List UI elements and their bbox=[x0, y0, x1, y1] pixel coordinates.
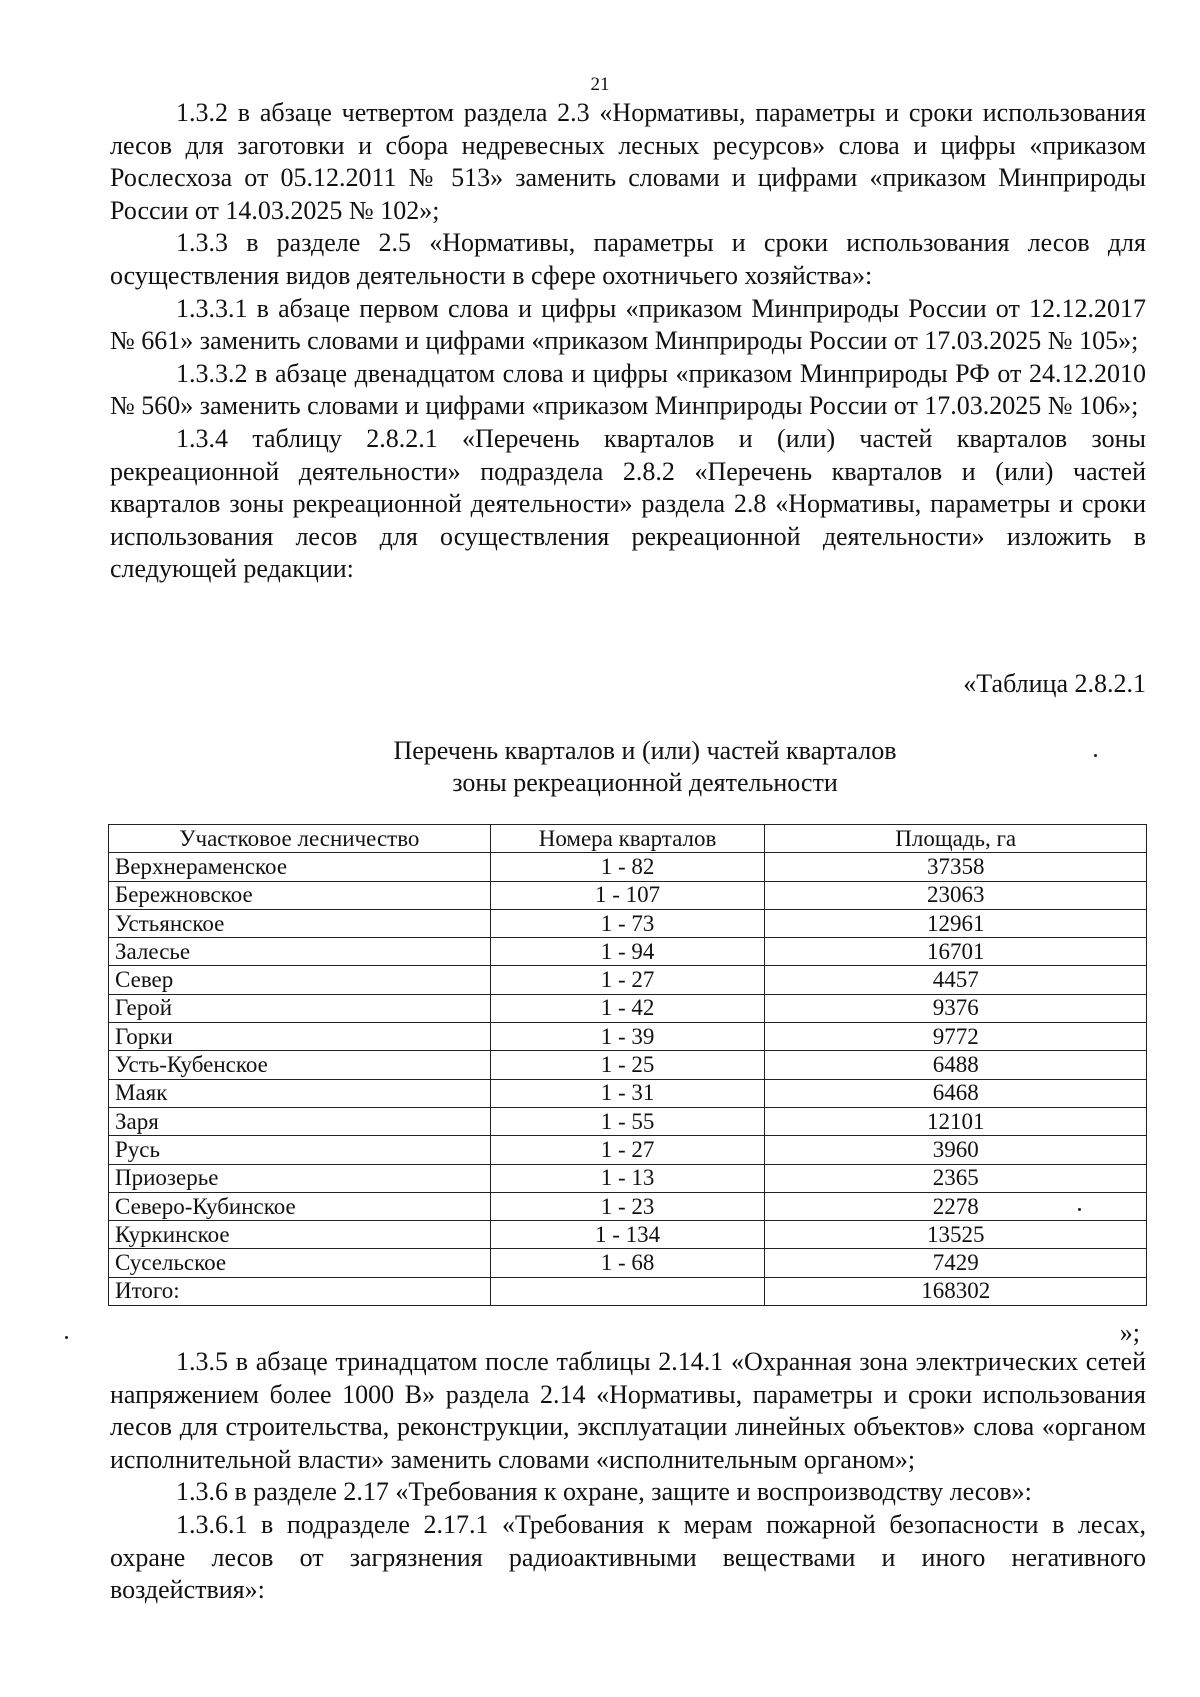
body-text-after-table bbox=[110, 1346, 1146, 1607]
paragraph-1-3-2: 1.3.2 в абзаце четвертом раздела 2.3 «Нормативы, параметры и сроки использования лесов для заготовки и сбора недревесных лесных ресурсов» слова и цифры «приказом Рослесхоза от 05.12.2011 № 513» заменить словами и цифрами «приказом Минприроды России от 14.03.2025 № 102»; bbox=[110, 98, 1146, 225]
table-title bbox=[0, 735, 1200, 799]
table-title-line-1: Перечень кварталов и (или) частей кварталов bbox=[393, 736, 897, 765]
quarters-cell: 1 - 39 bbox=[490, 1023, 765, 1051]
total-area: 168302 bbox=[765, 1277, 1147, 1305]
table-row bbox=[109, 1249, 1147, 1277]
area-cell: 13525 bbox=[765, 1221, 1147, 1249]
table-caption: «Таблица 2.8.2.1 bbox=[963, 669, 1146, 698]
area-cell: 12961 bbox=[765, 909, 1147, 937]
header-district: Участковое лесничество bbox=[109, 825, 491, 853]
table-row bbox=[109, 909, 1147, 937]
quarters-cell: 1 - 68 bbox=[490, 1249, 765, 1277]
area-cell: 6488 bbox=[765, 1051, 1147, 1079]
area-cell: 16701 bbox=[765, 938, 1147, 966]
district-cell: Заря bbox=[109, 1107, 491, 1135]
body-text-before-table bbox=[110, 97, 1146, 586]
area-cell: 12101 bbox=[765, 1107, 1147, 1135]
area-cell: 9376 bbox=[765, 994, 1147, 1022]
area-cell: 23063 bbox=[765, 881, 1147, 909]
table-row bbox=[109, 1023, 1147, 1051]
district-cell: Устьянское bbox=[109, 909, 491, 937]
district-cell: Горки bbox=[109, 1023, 491, 1051]
scan-speck bbox=[1094, 754, 1097, 757]
quarters-cell: 1 - 55 bbox=[490, 1107, 765, 1135]
quarters-cell: 1 - 27 bbox=[490, 966, 765, 994]
quarters-cell: 1 - 27 bbox=[490, 1136, 765, 1164]
area-cell: 37358 bbox=[765, 853, 1147, 881]
district-cell: Бережновское bbox=[109, 881, 491, 909]
quarters-cell: 1 - 23 bbox=[490, 1192, 765, 1220]
table-row bbox=[109, 1221, 1147, 1249]
quarters-cell: 1 - 42 bbox=[490, 994, 765, 1022]
table-close-quote: »; bbox=[1119, 1318, 1140, 1347]
quarters-cell: 1 - 73 bbox=[490, 909, 765, 937]
table-row bbox=[109, 1136, 1147, 1164]
district-cell: Залесье bbox=[109, 938, 491, 966]
table-row bbox=[109, 994, 1147, 1022]
paragraph-1-3-6-1: 1.3.6.1 в подразделе 2.17.1 «Требования к мерам пожарной безопасности в лесах, охране лесов от загрязнения радиоактивными веществами и иного негативного воздействия»: bbox=[110, 1509, 1146, 1605]
table-row bbox=[109, 1192, 1147, 1220]
scan-speck bbox=[1078, 1208, 1081, 1211]
district-cell: Маяк bbox=[109, 1079, 491, 1107]
table-row bbox=[109, 1051, 1147, 1079]
paragraph-1-3-3-1: 1.3.3.1 в абзаце первом слова и цифры «приказом Минприроды России от 12.12.2017 № 661» заменить словами и цифрами «приказом Минприроды России от 17.03.2025 № 105»; bbox=[110, 293, 1146, 356]
district-cell: Север bbox=[109, 966, 491, 994]
quarters-cell: 1 - 82 bbox=[490, 853, 765, 881]
district-cell: Усть-Кубенское bbox=[109, 1051, 491, 1079]
area-cell: 2278 bbox=[765, 1192, 1147, 1220]
header-area: Площадь, га bbox=[765, 825, 1147, 853]
paragraph-1-3-4: 1.3.4 таблицу 2.8.2.1 «Перечень кварталов и (или) частей кварталов зоны рекреационной деятельности» подраздела 2.8.2 «Перечень кварталов и (или) частей кварталов зоны рекреационной деятельности» раздела 2.8 «Нормативы, параметры и сроки использования лесов для осуществления рекреационной деятельности» изложить в следующей редакции: bbox=[110, 423, 1146, 584]
table-row bbox=[109, 1107, 1147, 1135]
area-cell: 2365 bbox=[765, 1164, 1147, 1192]
table-header-row bbox=[109, 825, 1147, 853]
paragraph-1-3-6: 1.3.6 в разделе 2.17 «Требования к охране, защите и воспроизводству лесов»: bbox=[176, 1477, 1032, 1507]
district-cell: Приозерье bbox=[109, 1164, 491, 1192]
paragraph-1-3-3: 1.3.3 в разделе 2.5 «Нормативы, параметры и сроки использования лесов для осуществления видов деятельности в сфере охотничьего хозяйства»: bbox=[110, 228, 1146, 290]
table-row bbox=[109, 966, 1147, 994]
page-number: 21 bbox=[590, 74, 610, 95]
quarters-cell: 1 - 134 bbox=[490, 1221, 765, 1249]
table-row bbox=[109, 1079, 1147, 1107]
district-cell: Герой bbox=[109, 994, 491, 1022]
table-row bbox=[109, 853, 1147, 881]
quarters-cell: 1 - 94 bbox=[490, 938, 765, 966]
forest-districts-table bbox=[108, 824, 1147, 1306]
area-cell: 9772 bbox=[765, 1023, 1147, 1051]
total-quarters bbox=[490, 1277, 765, 1305]
district-cell: Северо-Кубинское bbox=[109, 1192, 491, 1220]
district-cell: Сусельское bbox=[109, 1249, 491, 1277]
quarters-cell: 1 - 107 bbox=[490, 881, 765, 909]
quarters-cell: 1 - 25 bbox=[490, 1051, 765, 1079]
scan-speck bbox=[65, 1336, 68, 1339]
paragraph-1-3-5: 1.3.5 в абзаце тринадцатом после таблицы 2.14.1 «Охранная зона электрических сетей напряжением более 1000 В» раздела 2.14 «Нормативы, параметры и сроки использования лесов для строительства, реконструкции, эксплуатации линейных объектов» слова «органом исполнительной власти» заменить словами «исполнительным органом»; bbox=[110, 1347, 1146, 1474]
table-row bbox=[109, 938, 1147, 966]
table-row bbox=[109, 1164, 1147, 1192]
area-cell: 7429 bbox=[765, 1249, 1147, 1277]
area-cell: 4457 bbox=[765, 966, 1147, 994]
area-cell: 3960 bbox=[765, 1136, 1147, 1164]
area-cell: 6468 bbox=[765, 1079, 1147, 1107]
table-row bbox=[109, 881, 1147, 909]
district-cell: Верхнераменское bbox=[109, 853, 491, 881]
table-total-row bbox=[109, 1277, 1147, 1305]
table-title-line-2: зоны рекреационной деятельности bbox=[452, 768, 838, 797]
quarters-cell: 1 - 13 bbox=[490, 1164, 765, 1192]
district-cell: Куркинское bbox=[109, 1221, 491, 1249]
paragraph-1-3-3-2: 1.3.3.2 в абзаце двенадцатом слова и цифры «приказом Минприроды РФ от 24.12.2010 № 560» заменить словами и цифрами «приказом Минприроды России от 17.03.2025 № 106»; bbox=[110, 358, 1146, 421]
district-cell: Русь bbox=[109, 1136, 491, 1164]
table-body bbox=[109, 853, 1147, 1277]
header-quarters: Номера кварталов bbox=[490, 825, 765, 853]
quarters-cell: 1 - 31 bbox=[490, 1079, 765, 1107]
total-label: Итого: bbox=[109, 1277, 491, 1305]
